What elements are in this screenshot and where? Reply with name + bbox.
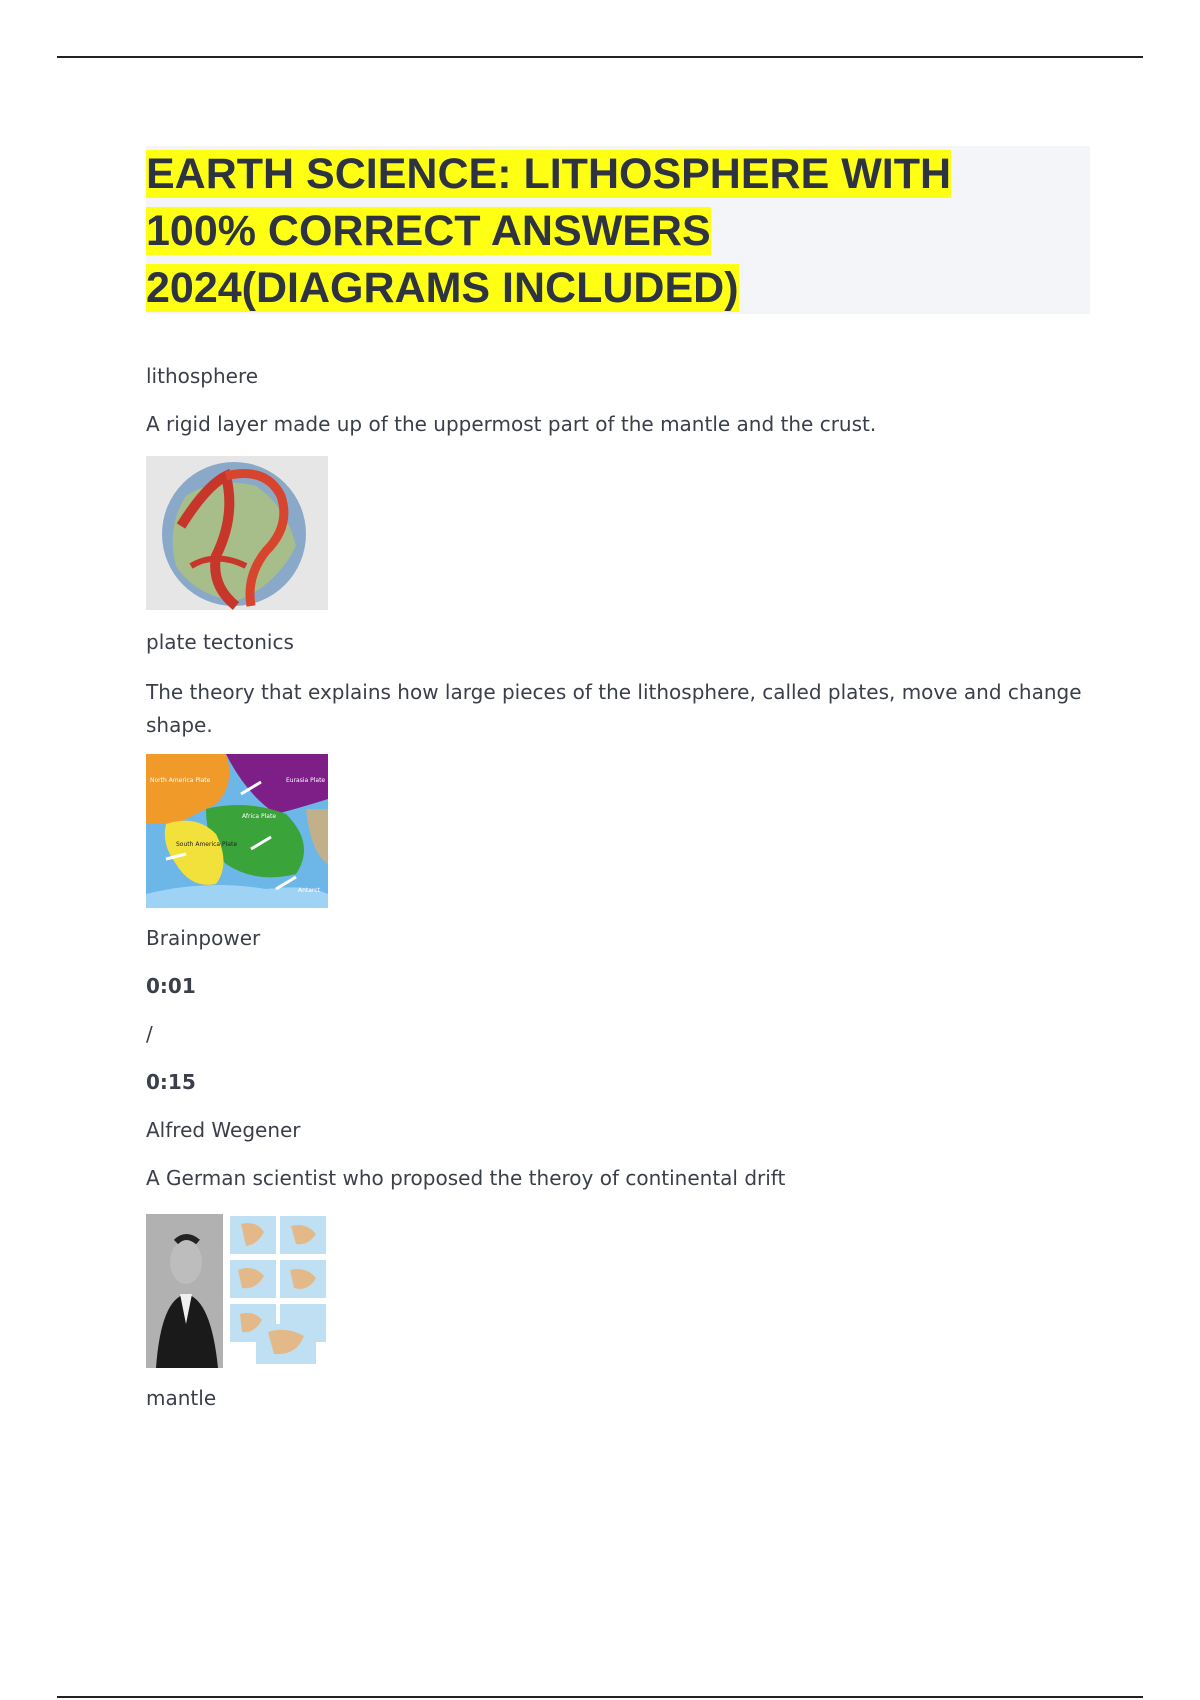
definition-alfred-wegener: A German scientist who proposed the theroy of continental drift <box>146 1166 786 1190</box>
definition-plate-tectonics: The theory that explains how large pieces of the lithosphere, called plates, move and change shape. <box>146 680 1082 737</box>
definition-lithosphere: A rigid layer made up of the uppermost part of the mantle and the crust. <box>146 412 877 436</box>
map-label-africa: Africa Plate <box>242 813 277 820</box>
bottom-rule <box>57 1696 1143 1698</box>
map-label-eurasia: Eurasia Plate <box>286 777 326 784</box>
term-alfred-wegener: Alfred Wegener <box>146 1118 301 1142</box>
document-body <box>146 146 1090 1410</box>
title-block <box>146 146 1090 314</box>
term-lithosphere: lithosphere <box>146 364 259 388</box>
timer-separator: / <box>146 1022 153 1046</box>
globe-image <box>146 456 328 610</box>
term-mantle: mantle <box>146 1386 217 1410</box>
wegener-image <box>146 1214 328 1368</box>
map-label-antarctic: Antarct <box>298 887 320 894</box>
term-plate-tectonics: plate tectonics <box>146 630 294 654</box>
map-label-south-america: South America Plate <box>176 841 238 848</box>
plate-map-image <box>146 754 328 908</box>
map-label-north-america: North America Plate <box>150 777 211 784</box>
top-rule <box>57 56 1143 58</box>
brainpower-label: Brainpower <box>146 926 261 950</box>
title-highlight: EARTH SCIENCE: LITHOSPHERE WITH 100% CORRECT ANSWERS 2024(DIAGRAMS INCLUDED) <box>146 150 952 312</box>
document-title <box>146 146 1056 317</box>
timer-elapsed: 0:01 <box>146 974 196 998</box>
timer-total: 0:15 <box>146 1070 196 1094</box>
